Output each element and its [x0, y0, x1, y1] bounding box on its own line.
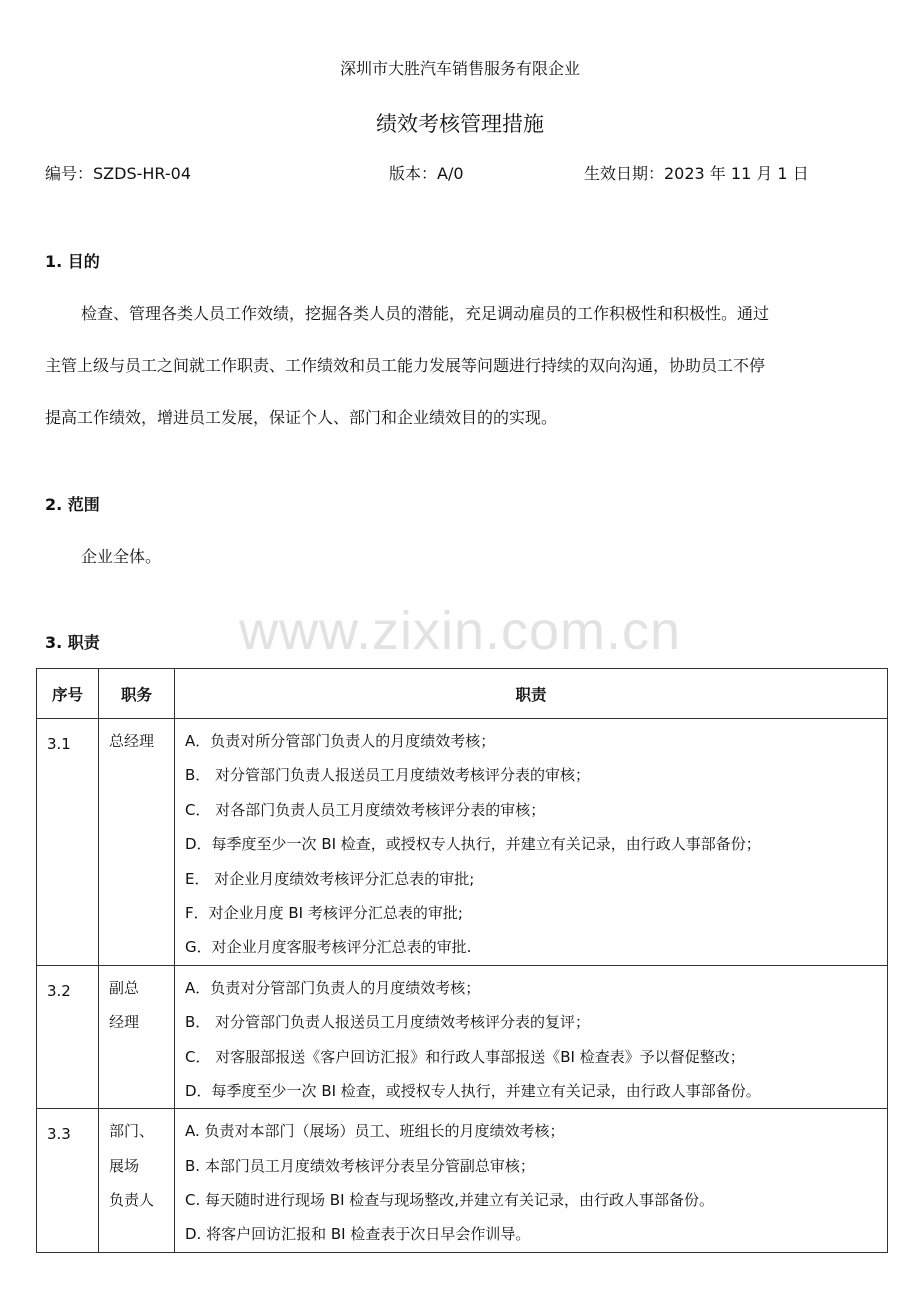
row-duties [175, 719, 888, 966]
row-seq: 3.3 [37, 1109, 99, 1253]
row-position [99, 965, 175, 1109]
section-heading-duties: 3. 职责 [45, 633, 100, 652]
position-line: 总经理 [109, 732, 155, 750]
company-name: 深圳市大胜汽车销售服务有限企业 [339, 59, 580, 78]
header-position: 职务 [99, 669, 175, 719]
row-seq: 3.1 [37, 719, 99, 966]
purpose-line-1: 检查、管理各类人员工作效绩，挖掘各类人员的潜能，充足调动雇员的工作积极性和积极性。通过 [81, 304, 770, 323]
document-version: 版本：A/0 [389, 164, 464, 183]
table-row [37, 719, 888, 966]
section-heading-purpose: 1. 目的 [45, 252, 100, 271]
duty-item: F．对企业月度 BI 考核评分汇总表的审批; [185, 903, 463, 922]
duties-table [36, 668, 888, 1253]
duty-item: E． 对企业月度绩效考核评分汇总表的审批; [185, 869, 475, 888]
effective-date: 生效日期：2023 年 11 月 1 日 [584, 164, 809, 183]
duty-item: B. 本部门员工月度绩效考核评分表呈分管副总审核； [185, 1156, 535, 1175]
position-line: 展场 [109, 1156, 140, 1175]
table-header-row [37, 669, 888, 719]
row-position [99, 719, 175, 966]
duty-item: B． 对分管部门负责人报送员工月度绩效考核评分表的复评； [185, 1013, 591, 1032]
purpose-line-2: 主管上级与员工之间就工作职责、工作绩效和员工能力发展等问题进行持续的双向沟通，协助员工不停 [45, 356, 766, 375]
position-line: 副总 [109, 978, 140, 997]
duty-item: B． 对分管部门负责人报送员工月度绩效考核评分表的审核； [185, 766, 591, 785]
header-seq: 序号 [37, 669, 99, 719]
document-title: 绩效考核管理措施 [376, 112, 544, 136]
row-duties [175, 965, 888, 1109]
duty-item: G．对企业月度客服考核评分汇总表的审批. [185, 938, 472, 957]
duty-item: C． 对客服部报送《客户回访汇报》和行政人事部报送《BI 检查表》予以督促整改； [185, 1047, 745, 1066]
purpose-line-3: 提高工作绩效，增进员工发展，保证个人、部门和企业绩效目的的实现。 [45, 408, 558, 427]
scope-text: 企业全体。 [81, 547, 162, 566]
duty-item: A．负责对所分管部门负责人的月度绩效考核； [185, 732, 496, 750]
table-row [37, 1109, 888, 1253]
table-row [37, 965, 888, 1109]
row-duties [175, 1109, 888, 1253]
position-line: 经理 [109, 1013, 140, 1032]
position-line: 负责人 [109, 1191, 155, 1210]
document-code: 编号：SZDS-HR-04 [45, 164, 192, 183]
duty-item: D. 将客户回访汇报和 BI 检查表于次日早会作训导。 [185, 1225, 531, 1244]
row-position [99, 1109, 175, 1253]
header-duties: 职责 [175, 669, 888, 719]
position-line: 部门、 [109, 1122, 155, 1141]
duty-item: A．负责对分管部门负责人的月度绩效考核； [185, 978, 481, 997]
row-seq: 3.2 [37, 965, 99, 1109]
duty-item: C． 对各部门负责人员工月度绩效考核评分表的审核； [185, 800, 546, 819]
watermark: www.zixin.com.cn [238, 601, 682, 661]
duty-item: A. 负责对本部门（展场）员工、班组长的月度绩效考核； [185, 1122, 565, 1141]
duty-item: D．每季度至少一次 BI 检查，或授权专人执行，并建立有关记录，由行政人事部备份； [185, 835, 761, 854]
duty-item: C. 每天随时进行现场 BI 检查与现场整改,并建立有关记录，由行政人事部备份。 [185, 1191, 715, 1210]
duty-item: D．每季度至少一次 BI 检查，或授权专人执行，并建立有关记录，由行政人事部备份。 [185, 1081, 761, 1100]
section-heading-scope: 2. 范围 [45, 495, 100, 514]
